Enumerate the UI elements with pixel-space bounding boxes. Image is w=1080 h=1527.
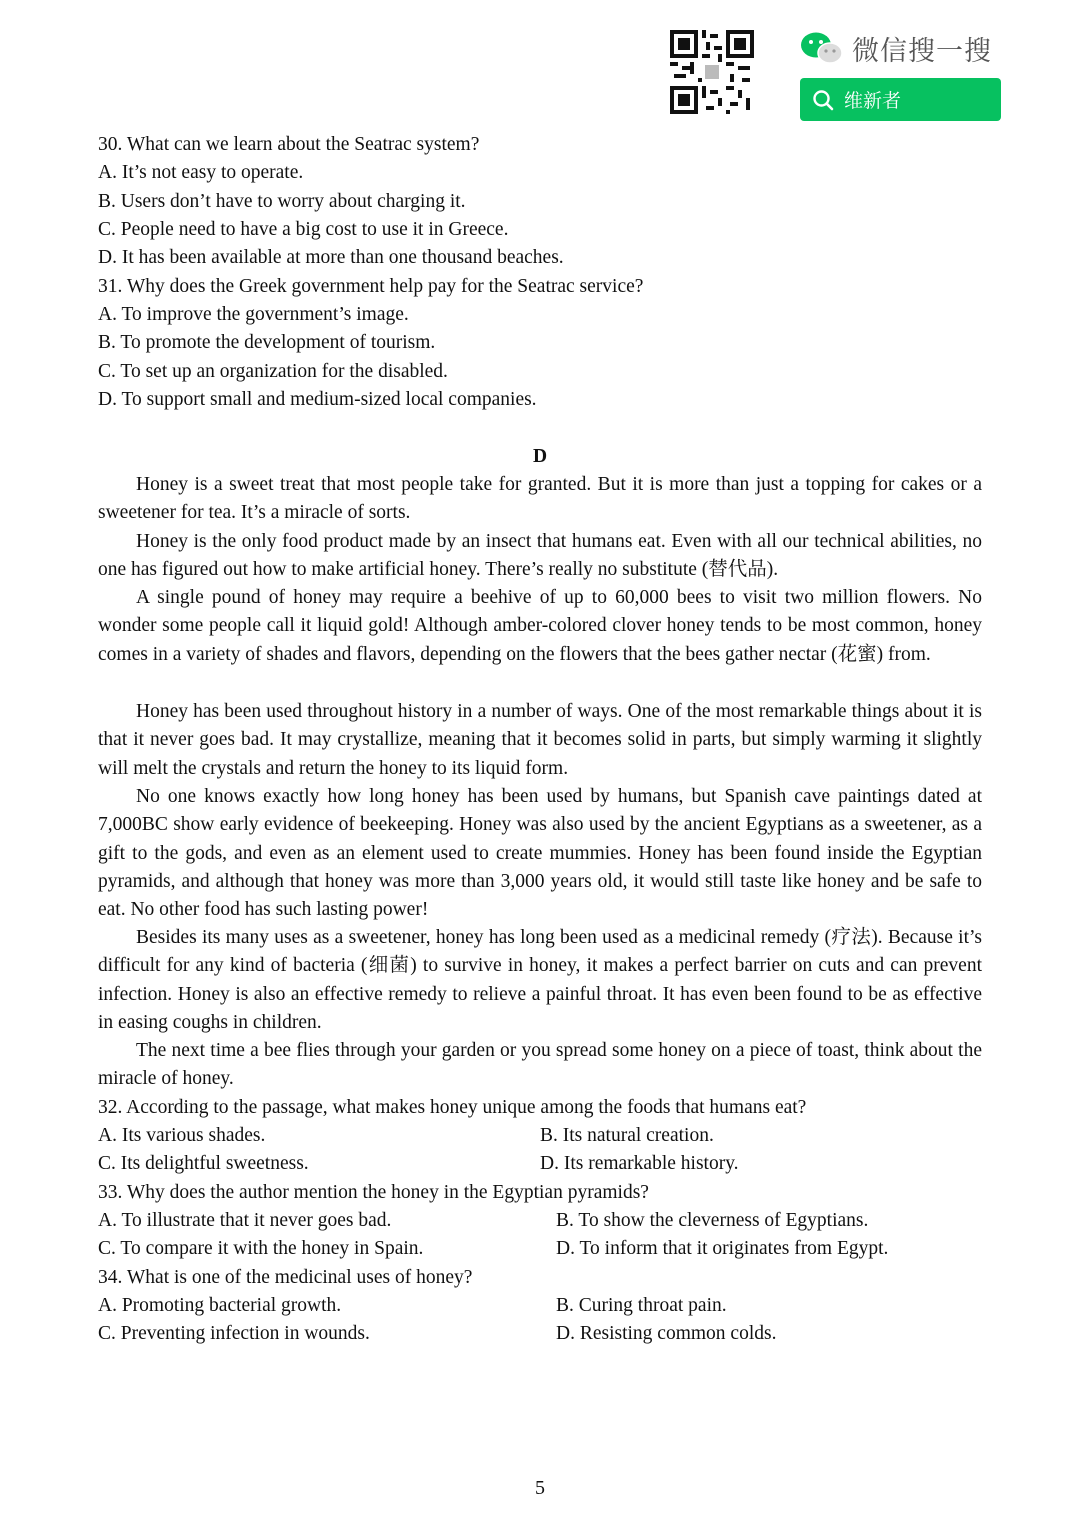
question-32-stem: 32. According to the passage, what makes honey unique among the foods that humans eat? — [98, 1097, 807, 1118]
wechat-search-button[interactable] — [800, 78, 1001, 121]
question-34-option-d: D. Resisting common colds. — [556, 1323, 777, 1344]
question-34-option-b: B. Curing throat pain. — [556, 1295, 727, 1316]
question-30-stem: 30. What can we learn about the Seatrac system? — [98, 134, 480, 155]
question-34-option-a: A. Promoting bacterial growth. — [98, 1295, 342, 1316]
question-30-option-a: A. It’s not easy to operate. — [98, 162, 304, 183]
question-30-option-c: C. People need to have a big cost to use it in Greece. — [98, 219, 509, 240]
question-30-option-d: D. It has been available at more than one thousand beaches. — [98, 247, 564, 268]
question-31-option-c: C. To set up an organization for the disabled. — [98, 361, 448, 382]
question-34-option-c: C. Preventing infection in wounds. — [98, 1323, 370, 1344]
question-32-option-b: B. Its natural creation. — [540, 1125, 714, 1146]
question-31-stem: 31. Why does the Greek government help pay for the Seatrac service? — [98, 276, 644, 297]
question-33-option-c: C. To compare it with the honey in Spain. — [98, 1238, 424, 1259]
question-33-option-b: B. To show the cleverness of Egyptians. — [556, 1210, 869, 1231]
question-33-option-a: A. To illustrate that it never goes bad. — [98, 1210, 392, 1231]
wechat-search-brand — [800, 28, 992, 68]
passage-paragraph-6: Besides its many uses as a sweetener, honey has long been used as a medicinal remedy (疗法). Because it’s difficult for any kind of bacteria (细菌) to survive in honey, it makes a perfect barrier on cuts and can prevent infection. Honey is also an effective remedy to relieve a painful throat. It has even been found to be as effective in easing coughs in children. — [98, 927, 982, 1033]
brand-title: 微信搜一搜 — [852, 35, 992, 67]
section-heading: D — [532, 446, 548, 467]
passage-paragraph-3: A single pound of honey may require a beehive of up to 60,000 bees to visit two million flowers. No wonder some people call it liquid gold! Although amber-colored clover honey tends to be most common, honey comes in a variety of shades and flavors, depending on the flowers that the bees gather nectar (花蜜) from. — [98, 587, 982, 665]
passage-paragraph-5: No one knows exactly how long honey has been used by humans, but Spanish cave paintings dated at 7,000BC show early evidence of beekeeping. Honey was also used by the ancient Egyptians as a sweetener, as a gift to the gods, and even as an element used to create mummies. Honey has been found inside the Egyptian pyramids, and although that honey was more than 3,000 years old, it would still taste like honey and be safe to eat. No other food has such lasting power! — [98, 786, 982, 921]
page-number: 5 — [535, 1477, 545, 1499]
passage-paragraph-2: Honey is the only food product made by an insect that humans eat. Even with all our technical abilities, no one has figured out how to make artificial honey. There’s really no substitute (替代品). — [98, 531, 982, 581]
question-31-option-b: B. To promote the development of tourism. — [98, 332, 436, 353]
search-icon — [812, 89, 834, 111]
passage-paragraph-7: The next time a bee flies through your garden or you spread some honey on a piece of toast, think about the miracle of honey. — [98, 1040, 982, 1090]
question-33-option-d: D. To inform that it originates from Egypt. — [556, 1238, 889, 1259]
question-30-option-b: B. Users don’t have to worry about charging it. — [98, 191, 466, 212]
question-33-stem: 33. Why does the author mention the honey in the Egyptian pyramids? — [98, 1182, 649, 1203]
wechat-logo-icon — [800, 31, 844, 65]
question-32-option-a: A. Its various shades. — [98, 1125, 266, 1146]
passage-paragraph-4: Honey has been used throughout history in a number of ways. One of the most remarkable things about it is that it never goes bad. It may crystallize, meaning that it becomes solid in parts, but simply warming it slightly will melt the crystals and return the honey to its liquid form. — [98, 701, 982, 779]
question-31-option-d: D. To support small and medium-sized local companies. — [98, 389, 537, 410]
question-34-stem: 34. What is one of the medicinal uses of honey? — [98, 1267, 473, 1288]
question-32-option-d: D. Its remarkable history. — [540, 1153, 739, 1174]
qr-code-icon — [670, 30, 754, 114]
search-label: 维新者 — [844, 90, 902, 112]
passage-paragraph-1: Honey is a sweet treat that most people take for granted. But it is more than just a topping for cakes or a sweetener for tea. It’s a miracle of sorts. — [98, 474, 982, 524]
question-31-option-a: A. To improve the government’s image. — [98, 304, 409, 325]
question-32-option-c: C. Its delightful sweetness. — [98, 1153, 309, 1174]
